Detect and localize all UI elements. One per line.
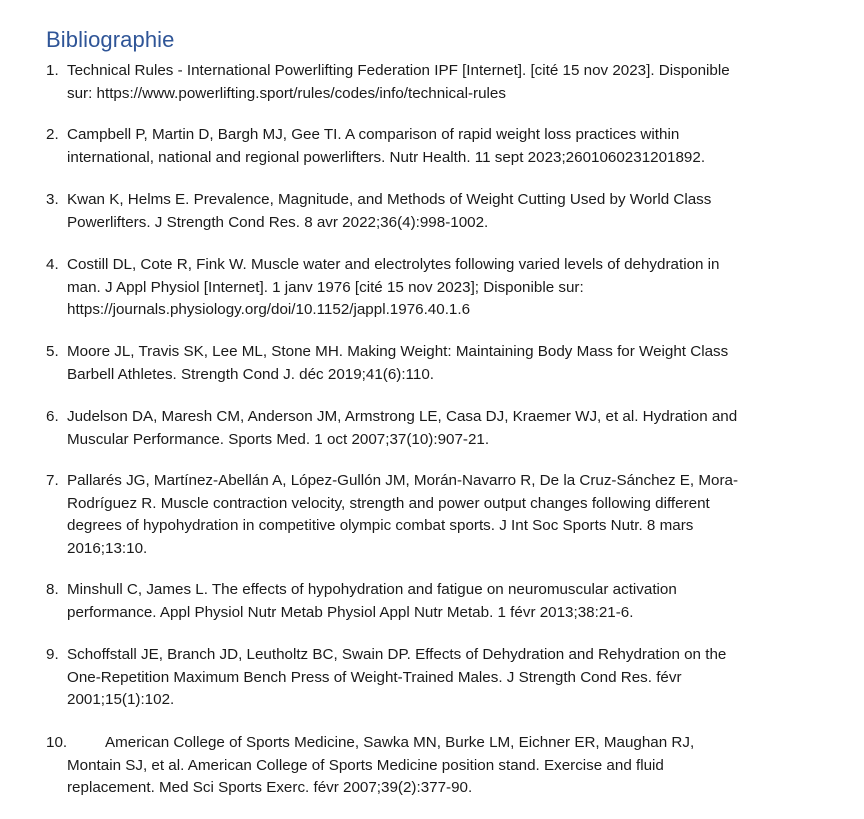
reference-line: Judelson DA, Maresh CM, Anderson JM, Armstrong LE, Casa DJ, Kraemer WJ, et al. Hydration and (67, 408, 738, 425)
reference-line: Campbell P, Martin D, Bargh MJ, Gee TI. A comparison of rapid weight loss practices within (67, 126, 680, 143)
reference-line: Montain SJ, et al. American College of Sports Medicine position stand. Exercise and fluid (67, 756, 664, 774)
reference-line: international, national and regional powerlifters. Nutr Health. 11 sept 2023;2601060231201892. (67, 148, 706, 166)
reference-number: 9. (46, 646, 59, 663)
reference-number: 3. (46, 191, 59, 208)
reference-line: Schoffstall JE, Branch JD, Leutholtz BC, Swain DP. Effects of Dehydration and Rehydration on the (67, 646, 727, 663)
reference-line: One-Repetition Maximum Bench Press of Weight-Trained Males. J Strength Cond Res. févr (67, 668, 682, 686)
reference-line: performance. Appl Physiol Nutr Metab Physiol Appl Nutr Metab. 1 févr 2013;38:21-6. (67, 603, 634, 621)
reference-text (67, 644, 827, 712)
reference-line: Technical Rules - International Powerlifting Federation IPF [Internet]. [cité 15 nov 2023]. Disponible (67, 62, 730, 79)
reference-number: 10. (46, 734, 68, 751)
reference-text (67, 406, 827, 451)
reference-line: Minshull C, James L. The effects of hypohydration and fatigue on neuromuscular activation (67, 581, 677, 598)
reference-text (67, 254, 827, 322)
reference-line: Powerlifters. J Strength Cond Res. 8 avr 2022;36(4):998-1002. (67, 213, 489, 231)
reference-number: 2. (46, 126, 59, 143)
reference-text (67, 341, 827, 386)
reference-number: 8. (46, 581, 59, 598)
reference-line: Moore JL, Travis SK, Lee ML, Stone MH. Making Weight: Maintaining Body Mass for Weight Class (67, 343, 729, 360)
reference-text (67, 579, 827, 624)
reference-line: Kwan K, Helms E. Prevalence, Magnitude, and Methods of Weight Cutting Used by World Class (67, 191, 712, 208)
reference-line: Muscular Performance. Sports Med. 1 oct 2007;37(10):907-21. (67, 430, 490, 448)
reference-number: 5. (46, 343, 59, 360)
reference-line: 2001;15(1):102. (67, 691, 175, 708)
bibliography-heading: Bibliographie (46, 27, 175, 52)
reference-line: degrees of hypohydration in competitive olympic combat sports. J Int Soc Sports Nutr. 8 mars (67, 517, 694, 534)
reference-line: Costill DL, Cote R, Fink W. Muscle water and electrolytes following varied levels of dehydration in (67, 256, 720, 273)
reference-line: replacement. Med Sci Sports Exerc. févr 2007;39(2):377-90. (67, 779, 473, 796)
reference-text (67, 124, 827, 169)
reference-line: Barbell Athletes. Strength Cond J. déc 2019;41(6):110. (67, 365, 434, 383)
reference-line: sur: https://www.powerlifting.sport/rules/codes/info/technical-rules (67, 84, 506, 102)
reference-text (67, 60, 827, 105)
reference-line: Pallarés JG, Martínez-Abellán A, López-Gullón JM, Morán-Navarro R, De la Cruz-Sánchez E, Mora- (67, 472, 739, 489)
reference-line: 2016;13:10. (67, 539, 148, 557)
reference-line: American College of Sports Medicine, Sawka MN, Burke LM, Eichner ER, Maughan RJ, (105, 734, 695, 751)
reference-text (67, 732, 827, 800)
reference-line: man. J Appl Physiol [Internet]. 1 janv 1976 [cité 15 nov 2023]; Disponible sur: (67, 278, 584, 296)
reference-link[interactable]: https://journals.physiology.org/doi/10.1152/jappl.1976.40.1.6 (67, 301, 471, 318)
reference-text (67, 189, 827, 234)
reference-number: 6. (46, 408, 59, 425)
reference-number: 1. (46, 62, 59, 79)
reference-number: 7. (46, 472, 59, 489)
reference-text (67, 470, 827, 560)
reference-number: 4. (46, 256, 59, 273)
reference-line: Rodríguez R. Muscle contraction velocity, strength and power output changes following different (67, 494, 710, 512)
